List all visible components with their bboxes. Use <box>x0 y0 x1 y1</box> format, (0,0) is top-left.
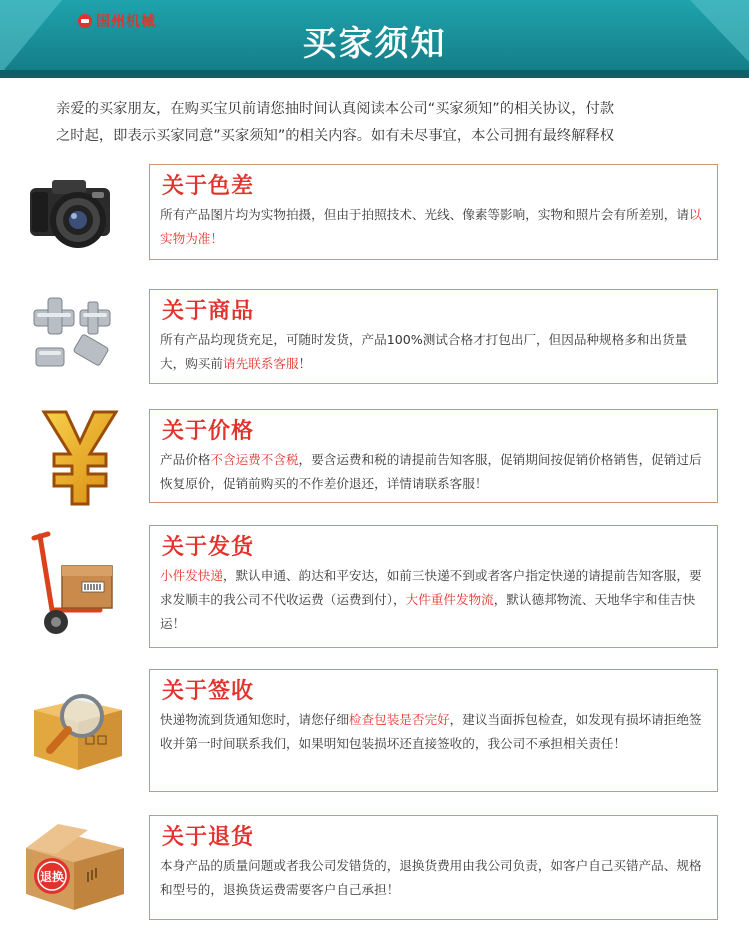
highlight-text: 大件重件发物流 <box>405 592 494 607</box>
section-title: 关于签收 <box>162 679 255 704</box>
yen-icon <box>40 408 120 512</box>
section-price <box>149 409 718 503</box>
camera-icon <box>22 168 122 262</box>
highlight-text: 不含运费不含税 <box>210 452 299 467</box>
brand-name: 国州机械 <box>96 14 156 30</box>
intro-line-2: 之时起，即表示买家同意”买家须知”的相关内容。如有未尽事宜，本公司拥有最终解释权 <box>56 128 615 144</box>
section-title: 关于发货 <box>162 535 255 560</box>
section-title: 关于商品 <box>162 299 255 324</box>
section-title: 关于退货 <box>162 825 255 850</box>
highlight-text: 请先联系客服 <box>222 356 299 371</box>
section-receipt <box>149 669 718 792</box>
fittings-icon <box>28 292 118 382</box>
hand-truck-icon <box>22 530 132 644</box>
highlight-text: 小件发快递 <box>160 568 223 583</box>
section-body: 小件发快递，默认申通、韵达和平安达，如前三快递不到或者客户指定快递的请提前告知客服，要求发顺丰的我公司不代收运费（运费到付），大件重件发物流，默认德邦物流、天地华宇和佳吉快运！ <box>160 568 702 631</box>
section-color-difference <box>149 164 718 260</box>
return-stamp-text: 退换 <box>39 870 65 884</box>
highlight-text: 检查包装是否完好 <box>348 712 450 727</box>
section-title: 关于色差 <box>162 174 255 199</box>
section-body: 快递物流到货通知您时，请您仔细检查包装是否完好，建议当面拆包检查，如发现有损坏请拒绝签收并第一时间联系我们，如果明知包装损坏还直接签收的，我公司不承担相关责任！ <box>160 712 702 751</box>
section-body: 所有产品均现货充足，可随时发货，产品100%测试合格才打包出厂，但因品种规格多和出货量大，购买前请先联系客服！ <box>160 332 688 371</box>
header-banner <box>0 0 749 78</box>
page-title: 买家须知 <box>302 24 447 64</box>
section-title: 关于价格 <box>162 419 255 444</box>
section-shipping <box>149 525 718 648</box>
section-goods <box>149 289 718 384</box>
section-body: 产品价格不含运费不含税，要含运费和税的请提前告知客服，促销期间按促销价格销售，促销过后恢复原价，促销前购买的不作差价退还，详情请联系客服！ <box>160 452 702 491</box>
section-body: 所有产品图片均为实物拍摄，但由于拍照技术、光线、像素等影响，实物和照片会有所差别，请以实物为准！ <box>160 207 702 246</box>
inspect-package-icon <box>28 680 128 780</box>
intro-line-1: 亲爱的买家朋友，在购买宝贝前请您抽时间认真阅读本公司“买家须知”的相关协议，付款 <box>56 101 615 117</box>
highlight-text: 以实物为准！ <box>160 207 702 246</box>
return-box-icon <box>18 814 130 918</box>
section-body: 本身产品的质量问题或者我公司发错货的，退换货费用由我公司负责，如客户自己买错产品、规格和型号的，退换货运费需要客户自己承担！ <box>160 858 702 897</box>
section-returns <box>149 815 718 920</box>
intro-paragraph <box>56 96 706 150</box>
